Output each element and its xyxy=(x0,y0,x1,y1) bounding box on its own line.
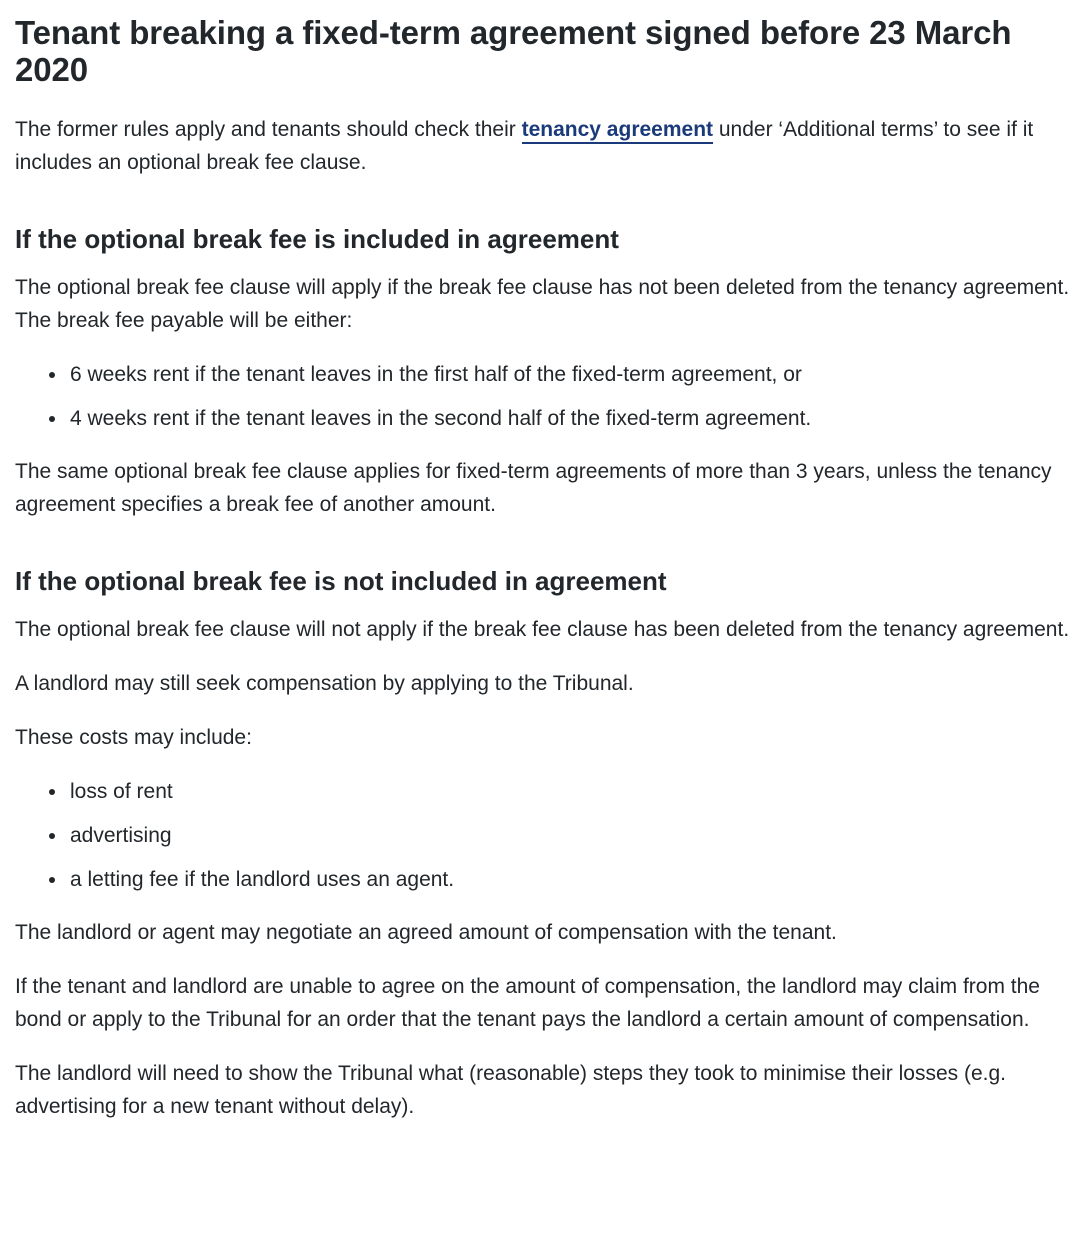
not-included-paragraph-4: The landlord or agent may negotiate an agreed amount of compensation with the tenant. xyxy=(15,921,837,944)
costs-list xyxy=(15,775,1070,896)
included-paragraph-1: The optional break fee clause will apply if the break fee clause has not been deleted from the tenancy agreement. The break fee payable will be either: xyxy=(15,276,1070,332)
list-item xyxy=(49,402,1070,435)
not-included-paragraph-1: The optional break fee clause will not apply if the break fee clause has been deleted from the tenancy agreement. xyxy=(15,618,1070,641)
bullet-icon xyxy=(49,877,55,883)
not-included-paragraph-5: If the tenant and landlord are unable to agree on the amount of compensation, the landlord may claim from the bond or apply to the Tribunal for an order that the tenant pays the landlord a certain amount of compensation. xyxy=(15,975,1040,1031)
page-title: Tenant breaking a fixed-term agreement signed before 23 March 2020 xyxy=(15,14,1012,88)
break-fee-list xyxy=(15,358,1070,435)
tenancy-agreement-link[interactable]: tenancy agreement xyxy=(522,118,713,144)
included-paragraph-2: The same optional break fee clause applies for fixed-term agreements of more than 3 years, unless the tenancy agreement specifies a break fee of another amount. xyxy=(15,460,1052,516)
list-item-text: 4 weeks rent if the tenant leaves in the second half of the fixed-term agreement. xyxy=(70,407,812,430)
bullet-icon xyxy=(49,372,55,378)
list-item-text: 6 weeks rent if the tenant leaves in the first half of the fixed-term agreement, or xyxy=(70,363,802,386)
bullet-icon xyxy=(49,833,55,839)
list-item-text: advertising xyxy=(70,824,172,847)
bullet-icon xyxy=(49,416,55,422)
section-heading-not-included: If the optional break fee is not included in agreement xyxy=(15,566,667,596)
list-item-text: a letting fee if the landlord uses an agent. xyxy=(70,868,455,891)
intro-text-before: The former rules apply and tenants should check their xyxy=(15,118,522,141)
bullet-icon xyxy=(49,789,55,795)
section-heading-included: If the optional break fee is included in agreement xyxy=(15,224,619,254)
list-item xyxy=(49,863,1070,896)
list-item xyxy=(49,819,1070,852)
not-included-paragraph-2: A landlord may still seek compensation by applying to the Tribunal. xyxy=(15,672,634,695)
intro-text-after: under ‘Additional terms’ to see if it includes an optional break fee clause. xyxy=(15,118,1034,174)
not-included-paragraph-3: These costs may include: xyxy=(15,726,252,749)
intro-paragraph xyxy=(15,113,1070,179)
list-item-text: loss of rent xyxy=(70,780,173,803)
list-item xyxy=(49,358,1070,391)
not-included-paragraph-6: The landlord will need to show the Tribunal what (reasonable) steps they took to minimise their losses (e.g. advertising for a new tenant without delay). xyxy=(15,1062,1006,1118)
list-item xyxy=(49,775,1070,808)
